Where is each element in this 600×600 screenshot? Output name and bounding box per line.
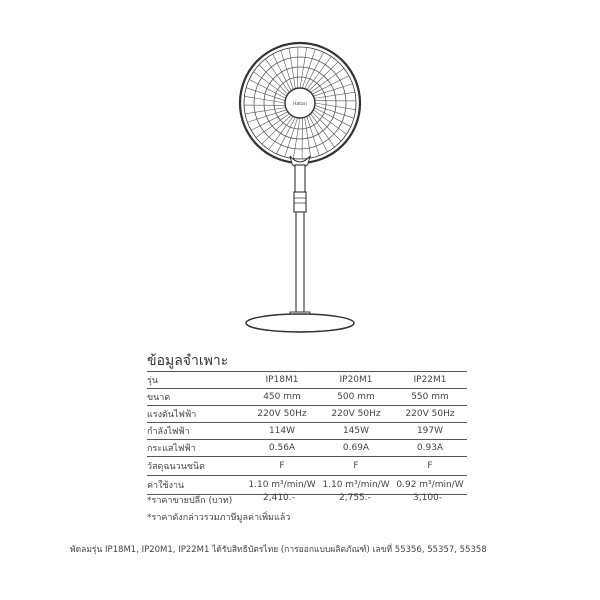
cell: 145W xyxy=(319,423,393,440)
patent-footer: พัดลมรุ่น IP18M1, IP20M1, IP22M1 ได้รับสิทธิบัตรไทย (การออกแบบผลิตภัณฑ์) เลขที่ 55356, 55357, 55358 xyxy=(70,545,487,555)
model-name: IP22M1 xyxy=(393,372,467,389)
cell: F xyxy=(245,457,319,476)
table-row xyxy=(147,476,467,495)
price-value: 2,410.- xyxy=(263,493,295,503)
fan-illustration xyxy=(230,40,370,340)
row-label: กระแสไฟฟ้า xyxy=(147,440,245,457)
cell: 550 mm xyxy=(393,389,467,406)
price-label: *ราคาขายปลีก (บาท) xyxy=(147,496,233,506)
price-value: 2,755.- xyxy=(339,493,371,503)
cell: 0.56A xyxy=(245,440,319,457)
specs-title: ข้อมูลจำเพาะ xyxy=(147,353,229,369)
table-row xyxy=(147,372,467,389)
cell: 220V 50Hz xyxy=(393,406,467,423)
table-row xyxy=(147,389,467,406)
cell: F xyxy=(319,457,393,476)
model-name: IP18M1 xyxy=(245,372,319,389)
row-label: ค่าใช้งาน xyxy=(147,476,245,495)
cell: 450 mm xyxy=(245,389,319,406)
row-label: วัสดุฉนวนชนิด xyxy=(147,457,245,476)
table-row xyxy=(147,406,467,423)
cell: 0.92 m³/min/W xyxy=(393,476,467,495)
table-row xyxy=(147,440,467,457)
row-label: ขนาด xyxy=(147,389,245,406)
specs-table xyxy=(147,371,467,495)
row-label: แรงดันไฟฟ้า xyxy=(147,406,245,423)
brand-logo: Hatari xyxy=(293,102,307,107)
cell: 114W xyxy=(245,423,319,440)
model-name: IP20M1 xyxy=(319,372,393,389)
cell: 0.93A xyxy=(393,440,467,457)
price-value: 3,100- xyxy=(413,493,443,503)
cell: F xyxy=(393,457,467,476)
cell: 1.10 m³/min/W xyxy=(319,476,393,495)
cell: 0.69A xyxy=(319,440,393,457)
cell: 500 mm xyxy=(319,389,393,406)
table-row xyxy=(147,423,467,440)
cell: 1.10 m³/min/W xyxy=(245,476,319,495)
cell: 220V 50Hz xyxy=(319,406,393,423)
cell: 197W xyxy=(393,423,467,440)
row-label: กำลังไฟฟ้า xyxy=(147,423,245,440)
cell: 220V 50Hz xyxy=(245,406,319,423)
model-label: รุ่น xyxy=(147,372,245,389)
table-row xyxy=(147,457,467,476)
vat-note: *ราคาดังกล่าวรวมภาษีมูลค่าเพิ่มแล้ว xyxy=(147,513,291,523)
